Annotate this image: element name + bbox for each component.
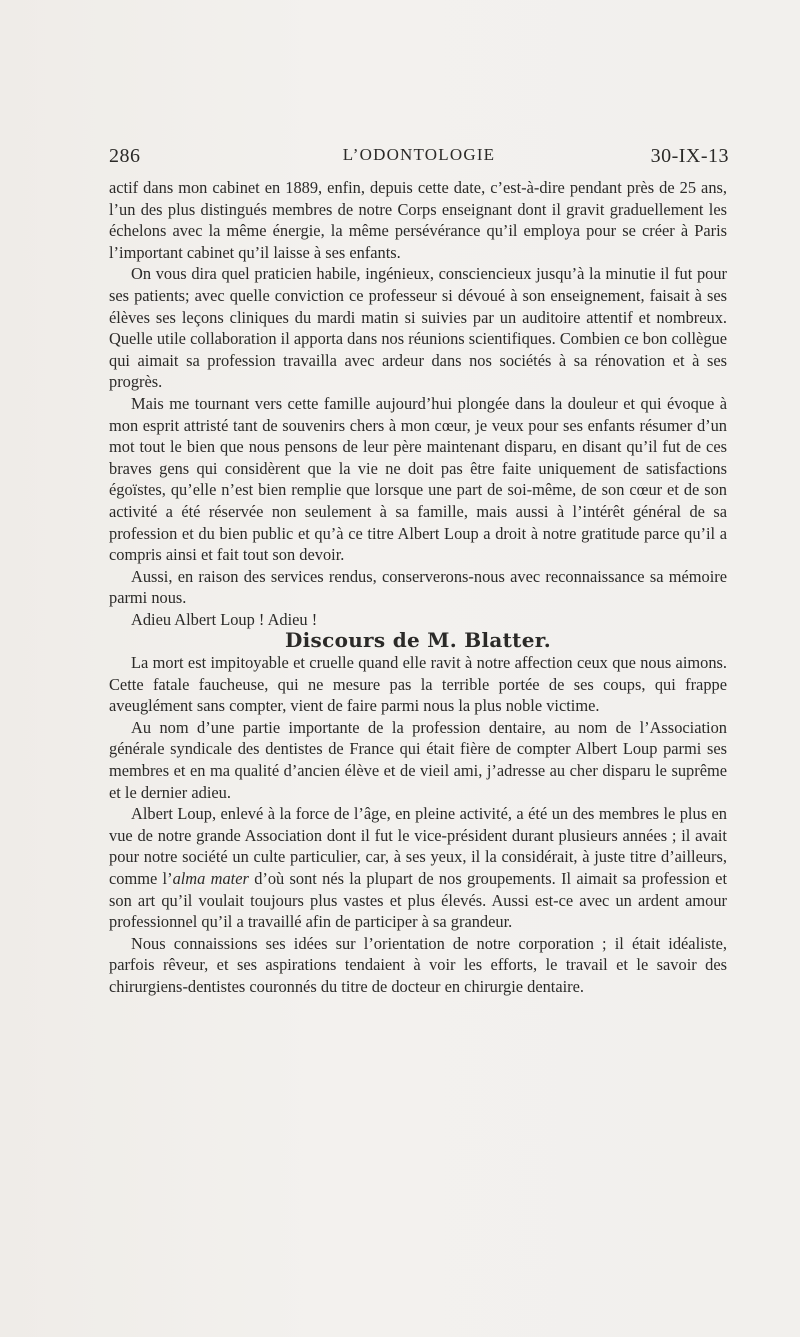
paragraph: Adieu Albert Loup ! Adieu ! (131, 609, 318, 629)
paragraph: Mais me tournant vers cette famille aujourd’hui plongée dans la douleur et qui évoque à mon esprit attristé tant de souvenirs chers à mon cœur, je veux pour ses enfants résumer d’un mot tout le bien que nous pensons de leur père maintenant disparu, en disant qu’il fut de ces braves gens qui considèrent que la vie ne doit pas être faite uniquement de satisfactions égoïstes, qu’elle n’est bien remplie que lorsque une part de soi-même, de son cœur et de son activité a été réservée non seulement à sa famille, mais aussi à l’intérêt général de sa profession et du bien public et qu’à ce titre Albert Loup a droit à notre gratitude parce qu’il a compris ainsi et fait tout son devoir. (109, 393, 727, 565)
italic-phrase: alma mater (172, 869, 249, 888)
page-number: 286 (109, 145, 141, 167)
paragraph: actif dans mon cabinet en 1889, enfin, depuis cette date, c’est-à-dire pendant près de 25 ans, l’un des plus distingués membres de notre Corps enseignant dont il gravit graduellement les échelons avec la même énergie, la même persévérance qu’il employa pour se créer à Paris l’important cabinet qu’il laisse à ses enfants. (109, 178, 727, 262)
section-heading: Discours de M. Blatter. (285, 628, 551, 653)
text-run: Albert Loup, enlevé à la force de l’âge, en pleine activité, a été un des membres le plus en vue de notre grande Association dont il fut le vice-président durant plusieurs années ; il avait pour notre société un culte particulier, car, à ses yeux, il la considérait, à juste titre d’ailleurs, comme l’ (109, 804, 727, 888)
text-run: d’où sont nés la plupart de nos groupements. Il aimait sa profession et son art qu’il voulait toujours plus vastes et plus élevés. Aussi est-ce avec un ardent amour professionnel qu’il a travaillé afin de participer à sa grandeur. (109, 869, 728, 932)
paragraph: Nous connaissions ses idées sur l’orientation de notre corporation ; il était idéaliste, parfois rêveur, et ses aspirations tendaient à voir les efforts, le travail et le savoir des chirurgiens-dentistes couronnés du titre de docteur en chirurgie dentaire. (109, 933, 727, 996)
paragraph: Au nom d’une partie importante de la profession dentaire, au nom de l’Association générale syndicale des dentistes de France qui était fière de compter Albert Loup parmi ses membres et en ma qualité d’ancien élève et de vieil ami, j’adresse au cher disparu le suprême et le dernier adieu. (109, 717, 727, 802)
paragraph-with-italic (109, 803, 727, 933)
issue-date: 30-IX-13 (650, 145, 729, 167)
journal-title: L’ODONTOLOGIE (342, 145, 496, 164)
paragraph: On vous dira quel praticien habile, ingénieux, consciencieux jusqu’à la minutie il fut pour ses patients; avec quelle conviction ce professeur si dévoué à son enseignement, faisait à ses élèves ses leçons cliniques du mardi matin si suivies par un auditoire attentif et nombreux. Quelle utile collaboration il apporta dans nos réunions scientifiques. Combien ce bon collègue qui aimait sa profession travailla avec ardeur dans nos sociétés à sa rénovation et à ses progrès. (109, 264, 727, 392)
paragraph: La mort est impitoyable et cruelle quand elle ravit à notre affection ceux que nous aimons. Cette fatale faucheuse, qui ne mesure pas la terrible portée de ses coups, qui frappe aveuglément sans compter, vient de faire parmi nous la plus noble victime. (109, 653, 727, 716)
article-body (109, 177, 727, 998)
running-header (109, 145, 729, 175)
paragraph: Aussi, en raison des services rendus, conserverons-nous avec reconnaissance sa mémoire parmi nous. (109, 566, 727, 608)
